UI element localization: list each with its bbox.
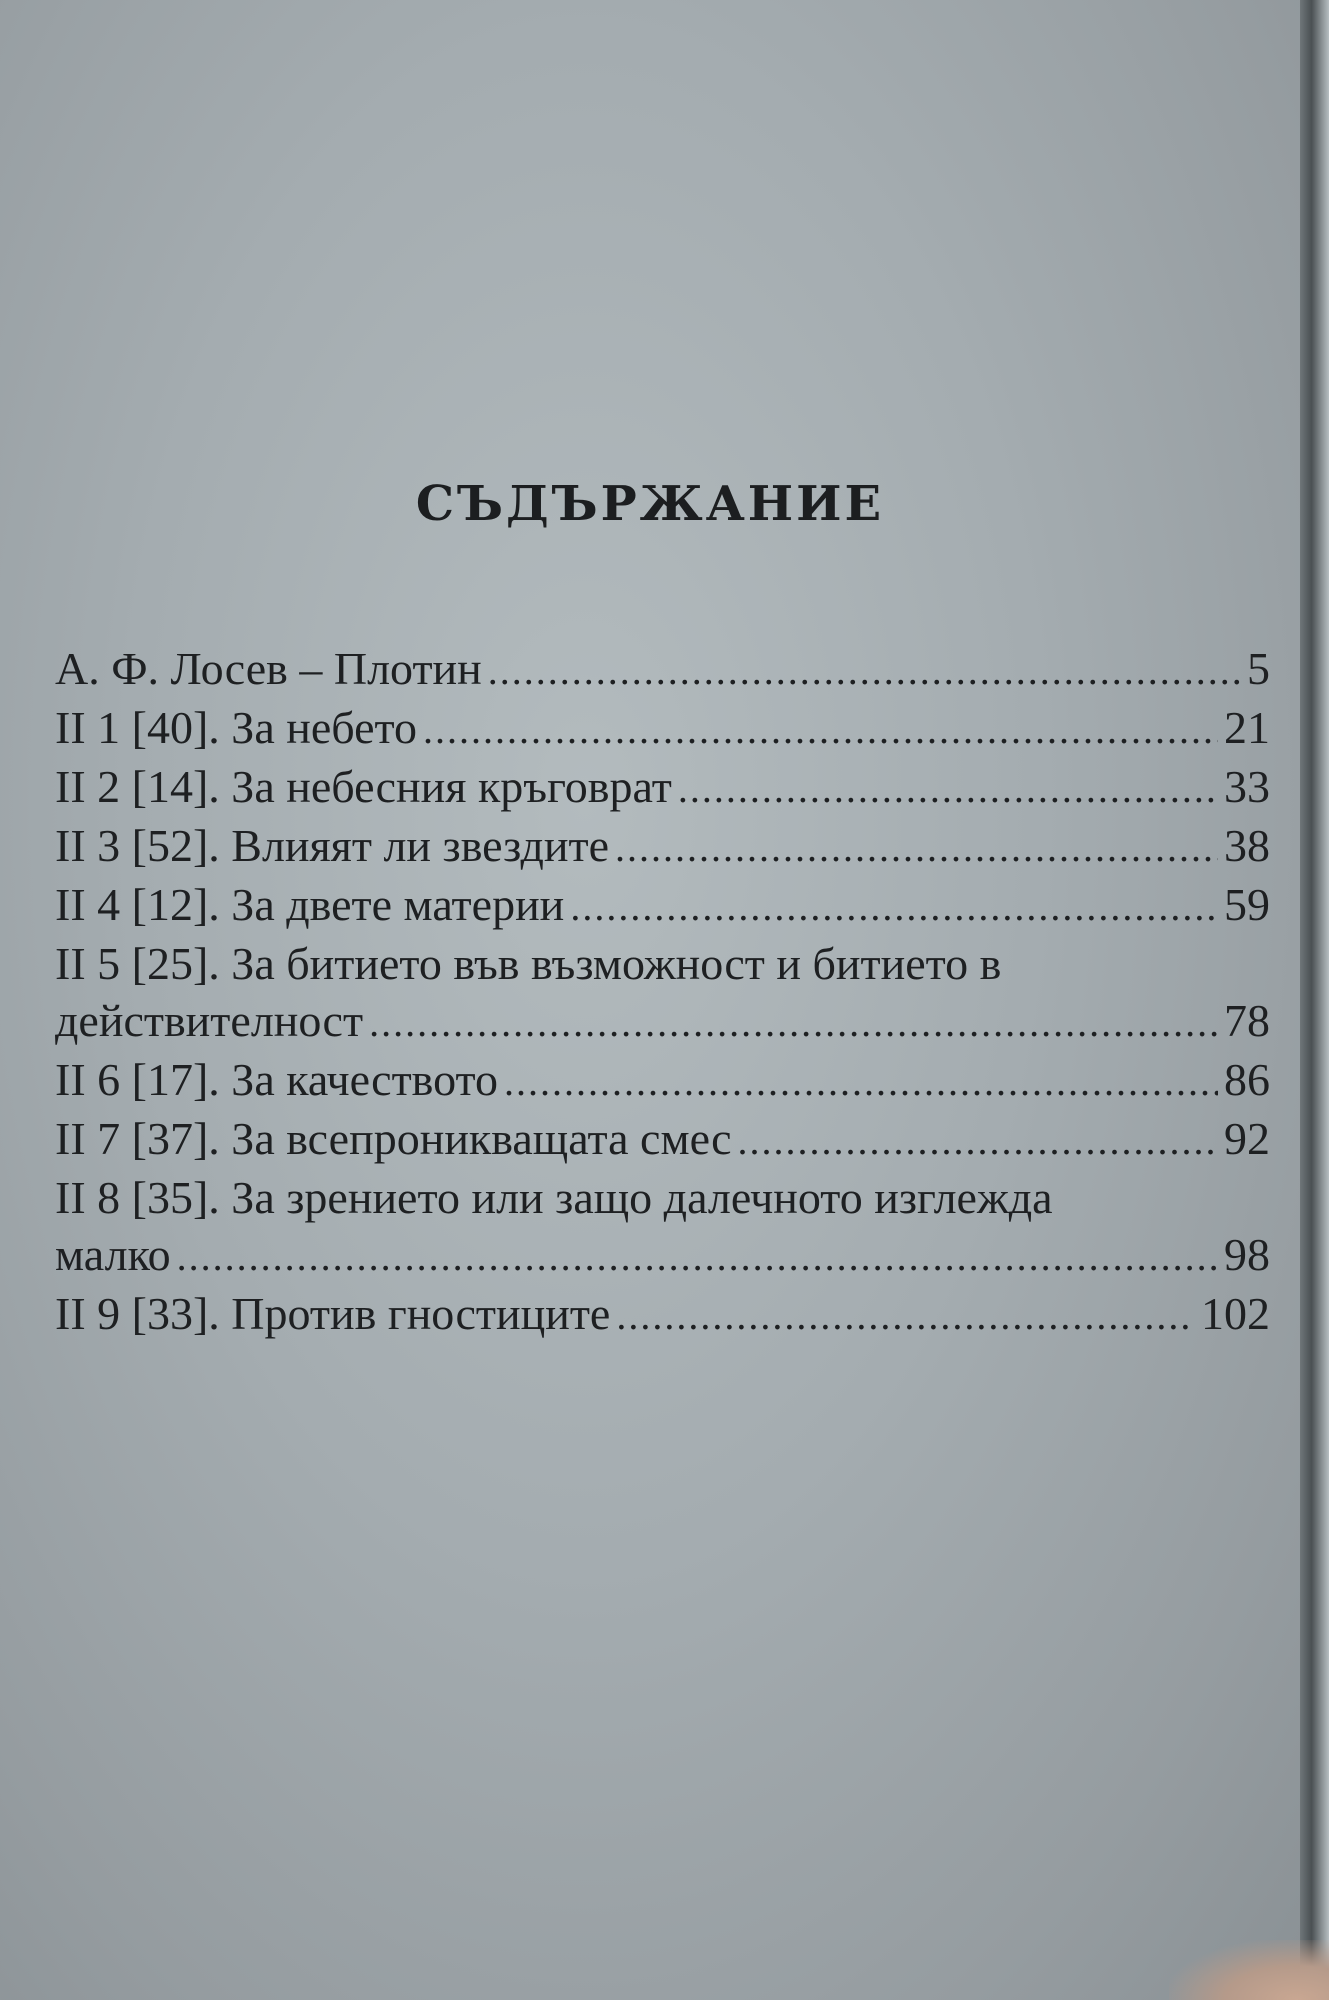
toc-leader-dots — [504, 1053, 1218, 1110]
toc-entry — [55, 1110, 1270, 1169]
toc-page-number: 21 — [1224, 702, 1270, 753]
toc-page-number: 98 — [1224, 1229, 1270, 1280]
book-spine-edge — [1300, 0, 1329, 2000]
toc-entry-label: А. Ф. Лосев – Плотин — [55, 643, 482, 694]
toc-entry-label: II 6 [17]. За качеството — [55, 1054, 498, 1105]
toc-entry-label: II 4 [12]. За двете материи — [55, 879, 565, 930]
toc-page-number: 59 — [1224, 879, 1270, 930]
toc-leader-dots — [488, 642, 1241, 699]
toc-entry-label: действителност — [55, 995, 364, 1046]
toc-page-number: 78 — [1224, 995, 1270, 1046]
toc-entry — [55, 640, 1270, 699]
toc-entry-label: II 1 [40]. За небето — [55, 702, 417, 753]
toc-entry-label: малко — [55, 1229, 171, 1280]
toc-entry-label: II 7 [37]. За всепроникващата смес — [55, 1113, 732, 1164]
toc-entry — [55, 699, 1270, 758]
toc-page-number: 86 — [1224, 1054, 1270, 1105]
table-of-contents — [55, 640, 1270, 1344]
toc-entry — [55, 817, 1270, 876]
toc-entry — [55, 1285, 1270, 1344]
page-title: СЪДЪРЖАНИЕ — [415, 476, 885, 532]
toc-entry-label: II 9 [33]. Против гностиците — [55, 1288, 611, 1339]
toc-entry — [55, 758, 1270, 817]
toc-entry-label-line1: II 8 [35]. За зрението или защо далечното изглежда — [55, 1172, 1053, 1223]
toc-leader-dots — [369, 994, 1218, 1051]
toc-page-number: 5 — [1247, 643, 1270, 694]
toc-leader-dots — [177, 1228, 1218, 1285]
toc-page-number: 102 — [1201, 1288, 1270, 1339]
toc-entry-label-line1: II 5 [25]. За битието във възможност и битието в — [55, 938, 1002, 989]
toc-leader-dots — [423, 701, 1218, 758]
toc-entry-wrapped — [55, 1169, 1270, 1285]
toc-entry-label: II 2 [14]. За небесния кръговрат — [55, 761, 672, 812]
toc-leader-dots — [616, 1287, 1195, 1344]
toc-page-number: 33 — [1224, 761, 1270, 812]
toc-page-number: 38 — [1224, 820, 1270, 871]
toc-leader-dots — [738, 1112, 1218, 1169]
toc-entry-label: II 3 [52]. Влияят ли звездите — [55, 820, 609, 871]
toc-entry — [55, 876, 1270, 935]
thumb-shadow — [1169, 1940, 1329, 2000]
toc-leader-dots — [615, 819, 1218, 876]
toc-leader-dots — [678, 760, 1218, 817]
toc-entry — [55, 1051, 1270, 1110]
toc-leader-dots — [570, 878, 1218, 935]
toc-entry-wrapped — [55, 935, 1270, 1051]
toc-page-number: 92 — [1224, 1113, 1270, 1164]
